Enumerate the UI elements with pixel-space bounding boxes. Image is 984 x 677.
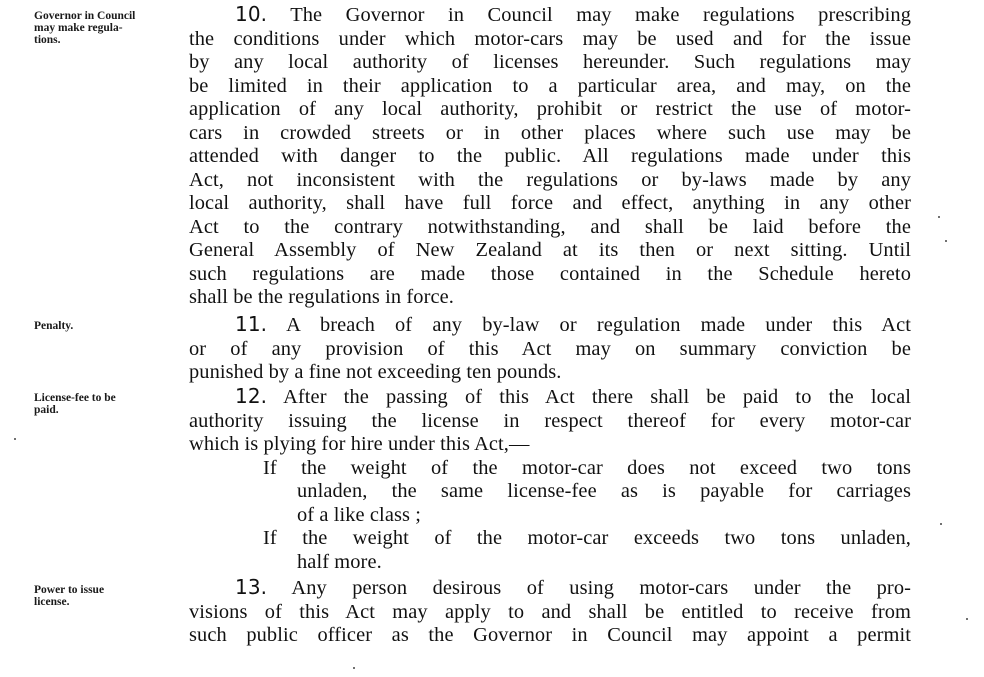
text-line: such public officer as the Governor in Council may appoint a permit	[189, 624, 911, 646]
text-line: which is plying for hire under this Act,—	[189, 433, 530, 455]
proviso-line: If the weight of the motor-car does not exceed two tons	[263, 456, 911, 479]
text-line: such regulations are made those contained in the Schedule hereto	[189, 262, 911, 285]
section-11	[189, 313, 911, 385]
scan-speck	[940, 523, 942, 525]
section-number: 10.	[235, 2, 268, 26]
margin-note-penalty	[34, 320, 179, 332]
text-line: Act, not inconsistent with the regulations or by-laws made by any	[189, 168, 911, 191]
scan-speck	[353, 667, 355, 669]
text-line: General Assembly of New Zealand at its then or next sitting. Until	[189, 239, 911, 261]
margin-note-line: license.	[34, 596, 70, 608]
section-number: 11.	[235, 312, 268, 336]
proviso-line: unladen, the same license-fee as is payable for carriages	[297, 480, 911, 502]
text-line: or of any provision of this Act may on summary conviction be	[189, 337, 911, 360]
text-line: cars in crowded streets or in other places where such use may be	[189, 121, 911, 144]
margin-note-line: may make regula-	[34, 22, 123, 34]
text-line: the conditions under which motor-cars may be used and for the issue	[189, 27, 911, 50]
scan-speck	[14, 438, 16, 440]
margin-note-line: Governor in Council	[34, 10, 136, 22]
scan-speck	[945, 240, 947, 242]
proviso-line: If the weight of the motor-car exceeds two tons unladen,	[263, 527, 911, 549]
text-line: A breach of any by-law or regulation made under this Act	[286, 314, 911, 336]
section-number: 12.	[235, 384, 268, 408]
text-line: punished by a fine not exceeding ten pounds.	[189, 361, 562, 383]
section-11-first-line	[189, 313, 911, 338]
section-10	[189, 3, 911, 310]
scan-speck	[966, 618, 968, 620]
section-number: 13.	[235, 575, 268, 599]
section-12-first-line	[189, 385, 911, 410]
section-13	[189, 576, 911, 648]
margin-note-line: Power to issue	[34, 584, 105, 596]
text-line: The Governor in Council may make regulations prescribing	[290, 4, 911, 26]
text-line: attended with danger to the public. All regulations made under this	[189, 145, 911, 167]
text-line: local authority, shall have full force and effect, anything in any other	[189, 192, 911, 214]
text-line: visions of this Act may apply to and shall be entitled to receive from	[189, 600, 911, 623]
text-line: authority issuing the license in respect thereof for every motor-car	[189, 409, 911, 432]
proviso-line: half more.	[297, 550, 382, 573]
section-13-first-line	[189, 576, 911, 601]
text-line: Any person desirous of using motor-cars under the pro-	[291, 577, 912, 599]
text-line: shall be the regulations in force.	[189, 286, 454, 308]
section-10-first-line	[189, 3, 911, 28]
section-12	[189, 385, 911, 574]
margin-note-power-to-issue	[34, 584, 179, 608]
margin-note-line: tions.	[34, 34, 61, 46]
margin-note-governor-regulations	[34, 10, 179, 46]
proviso-line: of a like class ;	[297, 503, 422, 526]
margin-note-line: paid.	[34, 404, 59, 416]
text-line: Act to the contrary notwithstanding, and shall be laid before the	[189, 215, 911, 238]
margin-note-line: Penalty.	[34, 320, 74, 332]
text-line: After the passing of this Act there shall be paid to the local	[283, 386, 912, 408]
margin-note-license-fee	[34, 392, 179, 416]
text-line: by any local authority of licenses hereunder. Such regulations may	[189, 51, 911, 73]
text-line: application of any local authority, prohibit or restrict the use of motor-	[189, 98, 911, 120]
text-line: be limited in their application to a particular area, and may, on the	[189, 74, 911, 97]
scan-speck	[938, 216, 940, 218]
margin-note-line: License-fee to be	[34, 392, 116, 404]
